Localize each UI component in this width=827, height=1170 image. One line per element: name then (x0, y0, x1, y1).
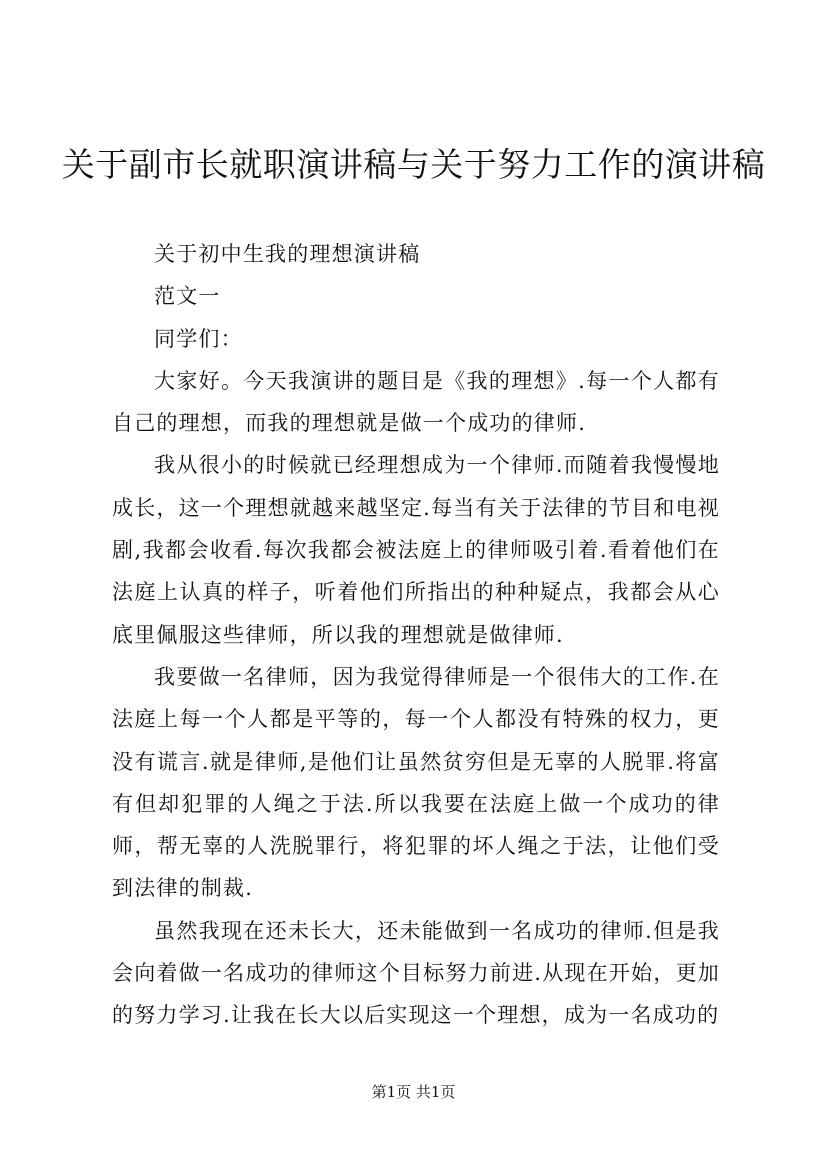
paragraph-goal: 虽然我现在还未长大，还未能做到一名成功的律师.但是我会向着做一名成功的律师这个目标努力前进.从现在开始，更加的努力学习.让我在长大以后实现这一个理想，成为一名成功的 (112, 918, 720, 1028)
document-body (112, 233, 720, 1037)
paragraph-sample-label: 范文一 (154, 284, 221, 309)
paragraph-intro: 大家好。今天我演讲的题目是《我的理想》.每一个人都有自己的理想，而我的理想就是做一个成功的律师. (112, 368, 720, 436)
page-footer: 第1页 共1页 (371, 1083, 456, 1101)
paragraph-greeting: 同学们： (154, 326, 243, 351)
paragraph-reason: 我要做一名律师，因为我觉得律师是一个很伟大的工作.在法庭上每一个人都是平等的，每一个人都没有特殊的权力，更没有谎言.就是律师,是他们让虽然贫穷但是无辜的人脱罪.将富有但却犯罪的人绳之于法.所以我要在法庭上做一个成功的律师，帮无辜的人洗脱罪行，将犯罪的坏人绳之于法，让他们受到法律的制裁. (112, 664, 720, 901)
paragraph-subtitle: 关于初中生我的理想演讲稿 (154, 242, 421, 266)
document-title: 关于副市长就职演讲稿与关于努力工作的演讲稿 (61, 145, 766, 184)
paragraph-childhood: 我从很小的时候就已经理想成为一个律师.而随着我慢慢地成长，这一个理想就越来越坚定.每当有关于法律的节目和电视剧,我都会收看.每次我都会被法庭上的律师吸引着.看着他们在法庭上认真的样子，听着他们所指出的种种疑点，我都会从心底里佩服这些律师，所以我的理想就是做律师. (112, 453, 720, 647)
